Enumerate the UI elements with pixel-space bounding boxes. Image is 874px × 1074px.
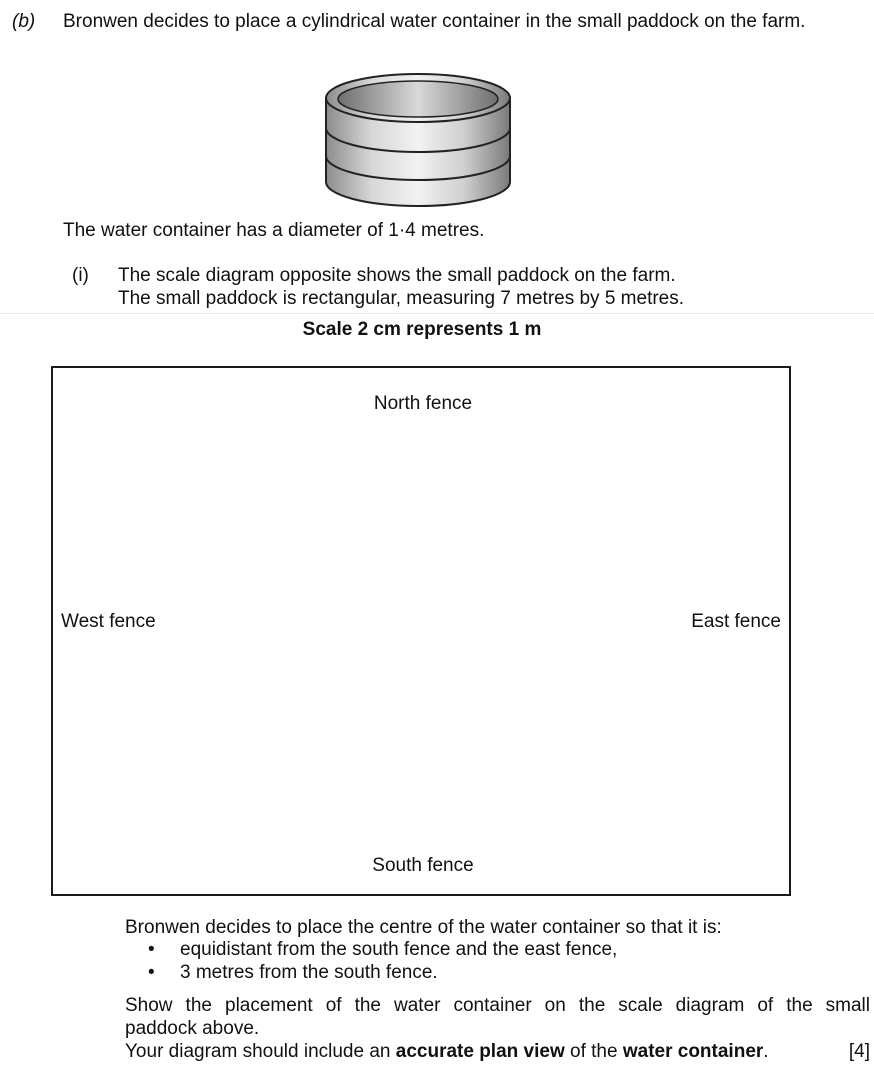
task-line-3-prefix: Your diagram should include an <box>125 1041 396 1062</box>
south-fence-label: South fence <box>372 855 474 876</box>
condition-item: 3 metres from the south fence. <box>180 962 438 983</box>
condition-item: equidistant from the south fence and the east fence, <box>180 939 618 960</box>
question-intro: Bronwen decides to place a cylindrical water container in the small paddock on the farm. <box>63 11 806 32</box>
paddock-scale-diagram[interactable] <box>51 366 791 896</box>
sub-question-line-2: The small paddock is rectangular, measuring 7 metres by 5 metres. <box>118 288 685 309</box>
marks-allocation: [4] <box>848 1041 870 1062</box>
page-divider <box>0 313 874 314</box>
task-emphasis-water-container: water container <box>622 1041 764 1062</box>
conditions-intro: Bronwen decides to place the centre of the water container so that it is: <box>125 917 722 938</box>
east-fence-label: East fence <box>691 611 781 632</box>
container-diameter-text: The water container has a diameter of 1·4 metres. <box>63 220 485 241</box>
task-line-2: paddock above. <box>125 1018 260 1039</box>
west-fence-label: West fence <box>61 611 156 632</box>
cylinder-water-container-icon <box>322 72 514 212</box>
task-line-3-mid: of the <box>564 1041 623 1062</box>
task-line-3-suffix: . <box>763 1041 769 1062</box>
task-line-3 <box>125 1040 870 1063</box>
bullet-marker: • <box>148 939 155 960</box>
scale-caption: Scale 2 cm represents 1 m <box>302 319 542 340</box>
bullet-marker: • <box>148 962 155 983</box>
north-fence-label: North fence <box>373 393 473 414</box>
task-emphasis-plan-view: accurate plan view <box>395 1041 565 1062</box>
sub-question-line-1: The scale diagram opposite shows the small paddock on the farm. <box>118 265 676 286</box>
sub-question-label: (i) <box>72 265 89 286</box>
question-part-label: (b) <box>12 11 36 32</box>
task-line-1: Show the placement of the water container on the scale diagram of the small <box>125 995 870 1016</box>
